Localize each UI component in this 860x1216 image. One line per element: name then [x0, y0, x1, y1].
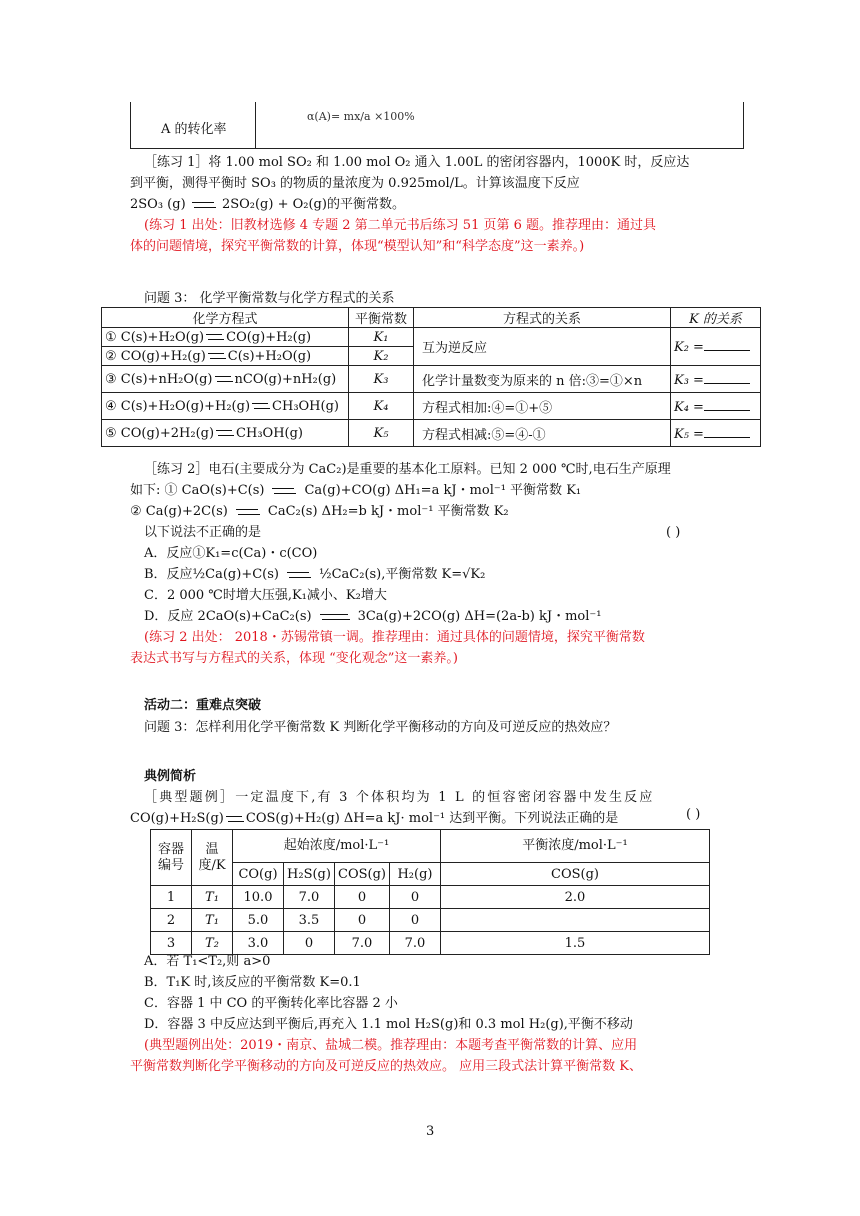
cell: 3: [151, 932, 192, 955]
example-source-line1: (典型题例出处：2019・南京、盐城二模。推荐理由：本题考查平衡常数的计算、应用: [144, 1038, 638, 1053]
eq-table-header-equation: 化学方程式: [102, 308, 349, 328]
col-h2s: H₂S(g): [284, 863, 335, 886]
example-line2: CO(g)+H₂S(g) COS(g)+H₂(g) ΔH=a kJ· mol⁻¹ 达到平衡。下列说法正确的是: [130, 811, 619, 826]
k-cell: K₂: [349, 347, 414, 366]
ex2-source-line2: 表达式书写与方程式的关系，体现 “变化观念”这一素养。): [130, 651, 458, 666]
cell: 2.0: [440, 886, 709, 909]
example-line1: ［典型题例］一定温度下,有 3 个体积均为 1 L 的恒容密闭容器中发生反应: [144, 790, 655, 805]
equilibrium-arrow-icon: [272, 487, 296, 495]
cell: 2: [151, 909, 192, 932]
ex1-reaction-left: 2SO₃ (g): [130, 197, 186, 212]
ex2-line2: 如下: ① CaO(s)+C(s) Ca(g)+CO(g) ΔH₁=a kJ・mol⁻¹ 平衡常数 K₁: [130, 483, 582, 498]
ex2-option-d: D．反应 2CaO(s)+CaC₂(s) 3Ca(g)+2CO(g) ΔH=(2a-b) kJ・mol⁻¹: [144, 609, 602, 624]
ex2-stem: 以下说法不正确的是 ( ): [130, 522, 740, 543]
relation-cell: 方程式相加:④=①+⑤: [414, 393, 671, 420]
equilibrium-arrow-icon: [208, 352, 226, 360]
example-option-b: B．T₁K 时,该反应的平衡常数 K=0.1: [144, 975, 361, 990]
eq-table-header-k-relation: K 的关系: [671, 308, 761, 328]
k-relation-cell: K₂ =: [671, 328, 761, 366]
cell: T₁: [192, 909, 233, 932]
col-co: CO(g): [233, 863, 284, 886]
col-h2: H₂(g): [389, 863, 440, 886]
equilibrium-arrow-icon: [236, 508, 260, 516]
cell: 1.5: [440, 932, 709, 955]
header-start-conc: 起始浓度/mol·L⁻¹: [233, 830, 441, 863]
cell: 1: [151, 886, 192, 909]
cell: 0: [389, 886, 440, 909]
ex2-option-a: A．反应①K₁=c(Ca)・c(CO): [144, 546, 318, 561]
ex2-source-line1: (练习 2 出处： 2018・苏锡常镇一调。推荐理由：通过具体的问题情境，探究平衡常数: [144, 630, 645, 645]
relation-cell: 方程式相减:⑤=④-①: [414, 420, 671, 447]
k-cell: K₁: [349, 328, 414, 347]
equation-cell: ③ C(s)+nH₂O(g) nCO(g)+nH₂(g): [102, 366, 349, 393]
conversion-label: A 的转化率: [161, 122, 227, 137]
cell: T₂: [192, 932, 233, 955]
ex1-source-line1: (练习 1 出处：旧教材选修 4 专题 2 第二单元书后练习 51 页第 6 题。推荐理由：通过具: [144, 218, 657, 233]
equation-cell: ② CO(g)+H₂(g) C(s)+H₂O(g): [102, 347, 349, 366]
equilibrium-arrow-icon: [192, 201, 216, 209]
cell: 7.0: [335, 932, 390, 955]
ex1-line1: ［练习 1］将 1.00 mol SO₂ 和 1.00 mol O₂ 通入 1.00L 的密闭容器内，1000K 时，反应达: [144, 155, 690, 170]
k-cell: K₃: [349, 366, 414, 393]
ex2-line3: ② Ca(g)+2C(s) CaC₂(s) ΔH₂=b kJ・mol⁻¹ 平衡常数 K₂: [130, 504, 509, 519]
example-option-c: C．容器 1 中 CO 的平衡转化率比容器 2 小: [144, 996, 398, 1011]
cell: 0: [389, 909, 440, 932]
col-cos: COS(g): [335, 863, 390, 886]
cell: 0: [284, 932, 335, 955]
exercise-2: [130, 459, 740, 669]
ex1-reaction-right: 2SO₂(g) + O₂(g)的平衡常数。: [221, 197, 405, 212]
exercise-1: [130, 152, 740, 257]
k-relation-cell: K₄ =: [671, 393, 761, 420]
table-row: [102, 393, 761, 420]
cell: 7.0: [284, 886, 335, 909]
header-eq-conc: 平衡浓度/mol·L⁻¹: [440, 830, 709, 863]
eq-table-header-k: 平衡常数: [349, 308, 414, 328]
cell: 7.0: [389, 932, 440, 955]
col-eq-cos: COS(g): [440, 863, 709, 886]
equilibrium-arrow-icon: [216, 429, 234, 437]
ex1-source-line2: 体的问题情境，探究平衡常数的计算，体现“模型认知”和“科学态度”这一素养。): [130, 239, 585, 254]
answer-blank: [704, 398, 750, 411]
cell: [440, 909, 709, 932]
equation-table: [101, 307, 761, 447]
k-relation-cell: K₅ =: [671, 420, 761, 447]
activity2-title: 活动二：重难点突破: [144, 698, 262, 713]
ex1-reaction: [130, 194, 740, 215]
table-row: [102, 328, 761, 347]
table-row: [102, 366, 761, 393]
cell: 3.0: [233, 932, 284, 955]
q3-title: 问题 3： 化学平衡常数与化学方程式的关系: [144, 291, 395, 306]
k-relation-cell: K₃ =: [671, 366, 761, 393]
answer-paren: ( ): [666, 525, 681, 540]
relation-cell: 化学计量数变为原来的 n 倍:③=①×n: [414, 366, 671, 393]
cell: 10.0: [233, 886, 284, 909]
answer-blank: [704, 371, 750, 384]
cell: 5.0: [233, 909, 284, 932]
equilibrium-arrow-icon: [226, 815, 244, 823]
relation-cell: 互为逆反应: [414, 328, 671, 366]
k-cell: K₅: [349, 420, 414, 447]
table-row: [151, 886, 710, 909]
cell: 3.5: [284, 909, 335, 932]
cell: T₁: [192, 886, 233, 909]
equation-cell: ④ C(s)+H₂O(g)+H₂(g) CH₃OH(g): [102, 393, 349, 420]
example-answer-paren: ( ): [686, 807, 701, 822]
answer-blank: [704, 425, 750, 438]
activity2-question: 问题 3：怎样利用化学平衡常数 K 判断化学平衡移动的方向及可逆反应的热效应？: [144, 720, 617, 735]
example-title: 典例简析: [144, 769, 197, 784]
cell: 0: [335, 909, 390, 932]
equation-cell: ⑤ CO(g)+2H₂(g) CH₃OH(g): [102, 420, 349, 447]
page-number: 3: [426, 1124, 435, 1139]
cell: 0: [335, 886, 390, 909]
equation-cell: ① C(s)+H₂O(g) CO(g)+H₂(g): [102, 328, 349, 347]
container-table: [150, 829, 710, 955]
example-option-d: D．容器 3 中反应达到平衡后,再充入 1.1 mol H₂S(g)和 0.3 mol H₂(g),平衡不移动: [144, 1017, 633, 1032]
table-row: [151, 909, 710, 932]
answer-blank: [704, 338, 750, 351]
header-temperature: 温度/K: [192, 830, 233, 886]
eq-table-header-relation: 方程式的关系: [414, 308, 671, 328]
top-table-divider: [255, 102, 256, 148]
conversion-formula: α(A)= mx/a ×100%: [307, 110, 415, 123]
equilibrium-arrow-icon: [215, 375, 233, 383]
k-cell: K₄: [349, 393, 414, 420]
ex2-line1: ［练习 2］电石(主要成分为 CaC₂)是重要的基本化工原料。已知 2 000 ℃时,电石生产原理: [144, 462, 671, 477]
header-container-no: 容器编号: [151, 830, 192, 886]
example-options: [130, 951, 740, 1077]
equilibrium-arrow-icon: [287, 571, 311, 579]
table-row: [102, 420, 761, 447]
ex2-option-b: B．反应½Ca(g)+C(s) ½CaC₂(s),平衡常数 K=√K₂: [144, 567, 486, 582]
ex2-option-c: C．2 000 ℃时增大压强,K₁减小、K₂增大: [144, 588, 387, 603]
example-source-line2: 平衡常数判断化学平衡移动的方向及可逆反应的热效应。 应用三段式法计算平衡常数 K、: [130, 1059, 642, 1074]
equilibrium-arrow-icon: [206, 333, 224, 341]
example-option-a: A．若 T₁<T₂,则 a>0: [144, 954, 271, 969]
equilibrium-arrow-icon: [252, 402, 270, 410]
top-table: [130, 102, 744, 149]
equilibrium-arrow-icon: [320, 613, 350, 621]
ex1-line2: 到平衡，测得平衡时 SO₃ 的物质的量浓度为 0.925mol/L。计算该温度下反应: [130, 176, 580, 191]
